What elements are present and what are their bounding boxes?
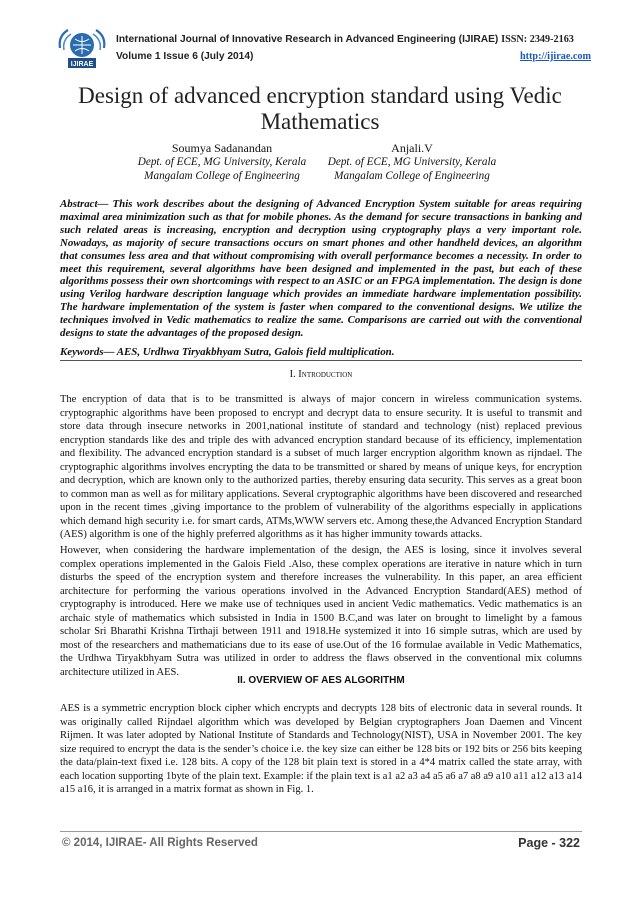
journal-logo-icon	[54, 26, 110, 70]
body-paragraph: AES is a symmetric encryption block cipher which encrypts and decrypts 128 bits of electronic data in several rounds. It was originally called Rijndael algorithm which was developed by Belgian cryptographers Joan Daemen and Vincent Rijmen. It was later adopted by National Institute of Standards and Technology(NIST), USA in November 2001. The key size required to encrypt the data is the sender’s choice i.e. the key size can either be 128 bits or 192 bits or 256 bits keeping the data/plain-text fixed i.e. 128 bits. A copy of the 128 bit plain text is stored in a 4*4 matrix called the state array, with each location supporting 1byte of the plain text. Example: if the plain text is a1 a2 a3 a4 a5 a6 a7 a8 a9 a10 a11 a12 a13 a14 a15 a16, it is arranged in a matrix format as shown in Fig. 1.	[60, 703, 582, 796]
journal-title: International Journal of Innovative Research in Advanced Engineering (IJIRAE)	[116, 34, 499, 45]
journal-url-link[interactable]: http://ijirae.com	[519, 51, 591, 62]
page-number: Page - 322	[518, 836, 580, 850]
journal-header	[54, 26, 594, 70]
journal-volume-line	[116, 51, 591, 62]
footer-copyright: © 2014, IJIRAE- All Rights Reserved	[62, 837, 258, 849]
body-paragraph: However, when considering the hardware implementation of the design, the AES is losing, since it involves several complex operations implemented in the Galois Field .Also, these complex operations are iterative in nature which in turn disturbs the speed of the encryption system and therefore increases the vulnerability. In this paper, an area efficient architecture for performing the various operations involved in the Advanced Encryption Standard(AES) method of cryptography is introduced. Here we make use of techniques used in ancient Vedic mathematics. Vedic mathematics is an archaic style of mathematics which subsisted in India in 1500 B.C,and was later on brought to limelight by a famous scholar Sri Bharathi Krishna Tirthaji between 1911 and 1918.He systemized it into 16 simple sutras, which are used by most of the researchers and mathematicians due to its ease of use.Out of the 16 formulae available in Vedic Mathematics, the Urdhwa Tiryakbhyam Sutra was utilized in order to address the flaws observed in the conventional mix columns architecture utilized in AES.	[60, 545, 582, 678]
body-paragraph: The encryption of data that is to be transmitted is always of major concern in wireless communication systems. cryptographic algorithms have been proposed to encrypt and decrypt data to ensure security. It is useful to transmit and store data through insecure networks in 2001,national institute of standard and technology (nist) replaced previous encryption standards like des and triple des with advanced encryption standard because of its efficiency, implementation and flexibility. The advanced encryption standard is a subset of much larger encryption algorithm known as rijndael. The cryptographic algorithms involves encrypting the data to be transmitted or shared by means of unique keys, for encryption and decryption, which are known only to the authorized parties, thereby ensuring data security. This serves as a great boon to common man as well as for military applications. Several cryptographic algorithms have been discovered and researched upon in the recent times ,giving importance to the problem of vulnerability of the algorithms especially in applications which demand high security i.e. for smart cards, ATMs,WWW servers etc. Among these,the Advanced Encryption Standard (AES) algorithm is one of the highly preferred algorithms as it has higher immunity towards attacks.	[60, 394, 582, 541]
svg-text:IJIRAE: IJIRAE	[70, 61, 94, 68]
journal-name	[116, 34, 574, 45]
journal-issn: ISSN: 2349-2163	[501, 34, 574, 45]
abstract: Abstract— This work describes about the designing of Advanced Encryption System suitable for areas requiring maximal area minimization such as that for mobile phones. As the demand for secure transactions in banking and such related areas is increasing, encryption and decryption using cryptography plays a very important role. Nowadays, as majority of secure transactions occurs on smart phones and other handheld devices, an algorithm that consumes less area and that without compromising with overall performance becomes a necessity. In order to meet this requirement, several algorithms have been designed and implemented in the past, but each of these algorithms possess their own shortcomings with respect to an ASIC or an FPGA implementation. The design is done using Verilog hardware description language which provides an immediate hardware implementation possibility. The hardware implementation of the system is faster when compared to the conventional designs. We utilize the techniques involved in Vedic mathematics to realize the same. Comparisons are carried out with the conventional designs to state the advantages of the proposed design.	[60, 198, 582, 340]
author-affiliation: Dept. of ECE, MG University, Kerala	[327, 156, 497, 168]
author-block-2	[322, 141, 502, 183]
author-block-1	[132, 141, 312, 183]
author-affiliation: Mangalam College of Engineering	[334, 170, 490, 182]
section-heading-introduction: I. Introduction	[289, 369, 353, 380]
paper-title: Design of advanced encryption standard using Vedic Mathematics	[78, 83, 562, 134]
divider	[60, 360, 582, 361]
author-affiliation: Dept. of ECE, MG University, Kerala	[137, 156, 307, 168]
author-name: Soumya Sadanandan	[171, 141, 273, 155]
author-affiliation: Mangalam College of Engineering	[144, 170, 300, 182]
footer-divider	[60, 831, 582, 832]
keywords: Keywords— AES, Urdhwa Tiryakbhyam Sutra, Galois field multiplication.	[60, 346, 395, 358]
author-name: Anjali.V	[391, 141, 433, 155]
journal-volume: Volume 1 Issue 6 (July 2014)	[116, 51, 254, 62]
section-heading-aes-overview: II. OVERVIEW OF AES ALGORITHM	[237, 675, 405, 686]
